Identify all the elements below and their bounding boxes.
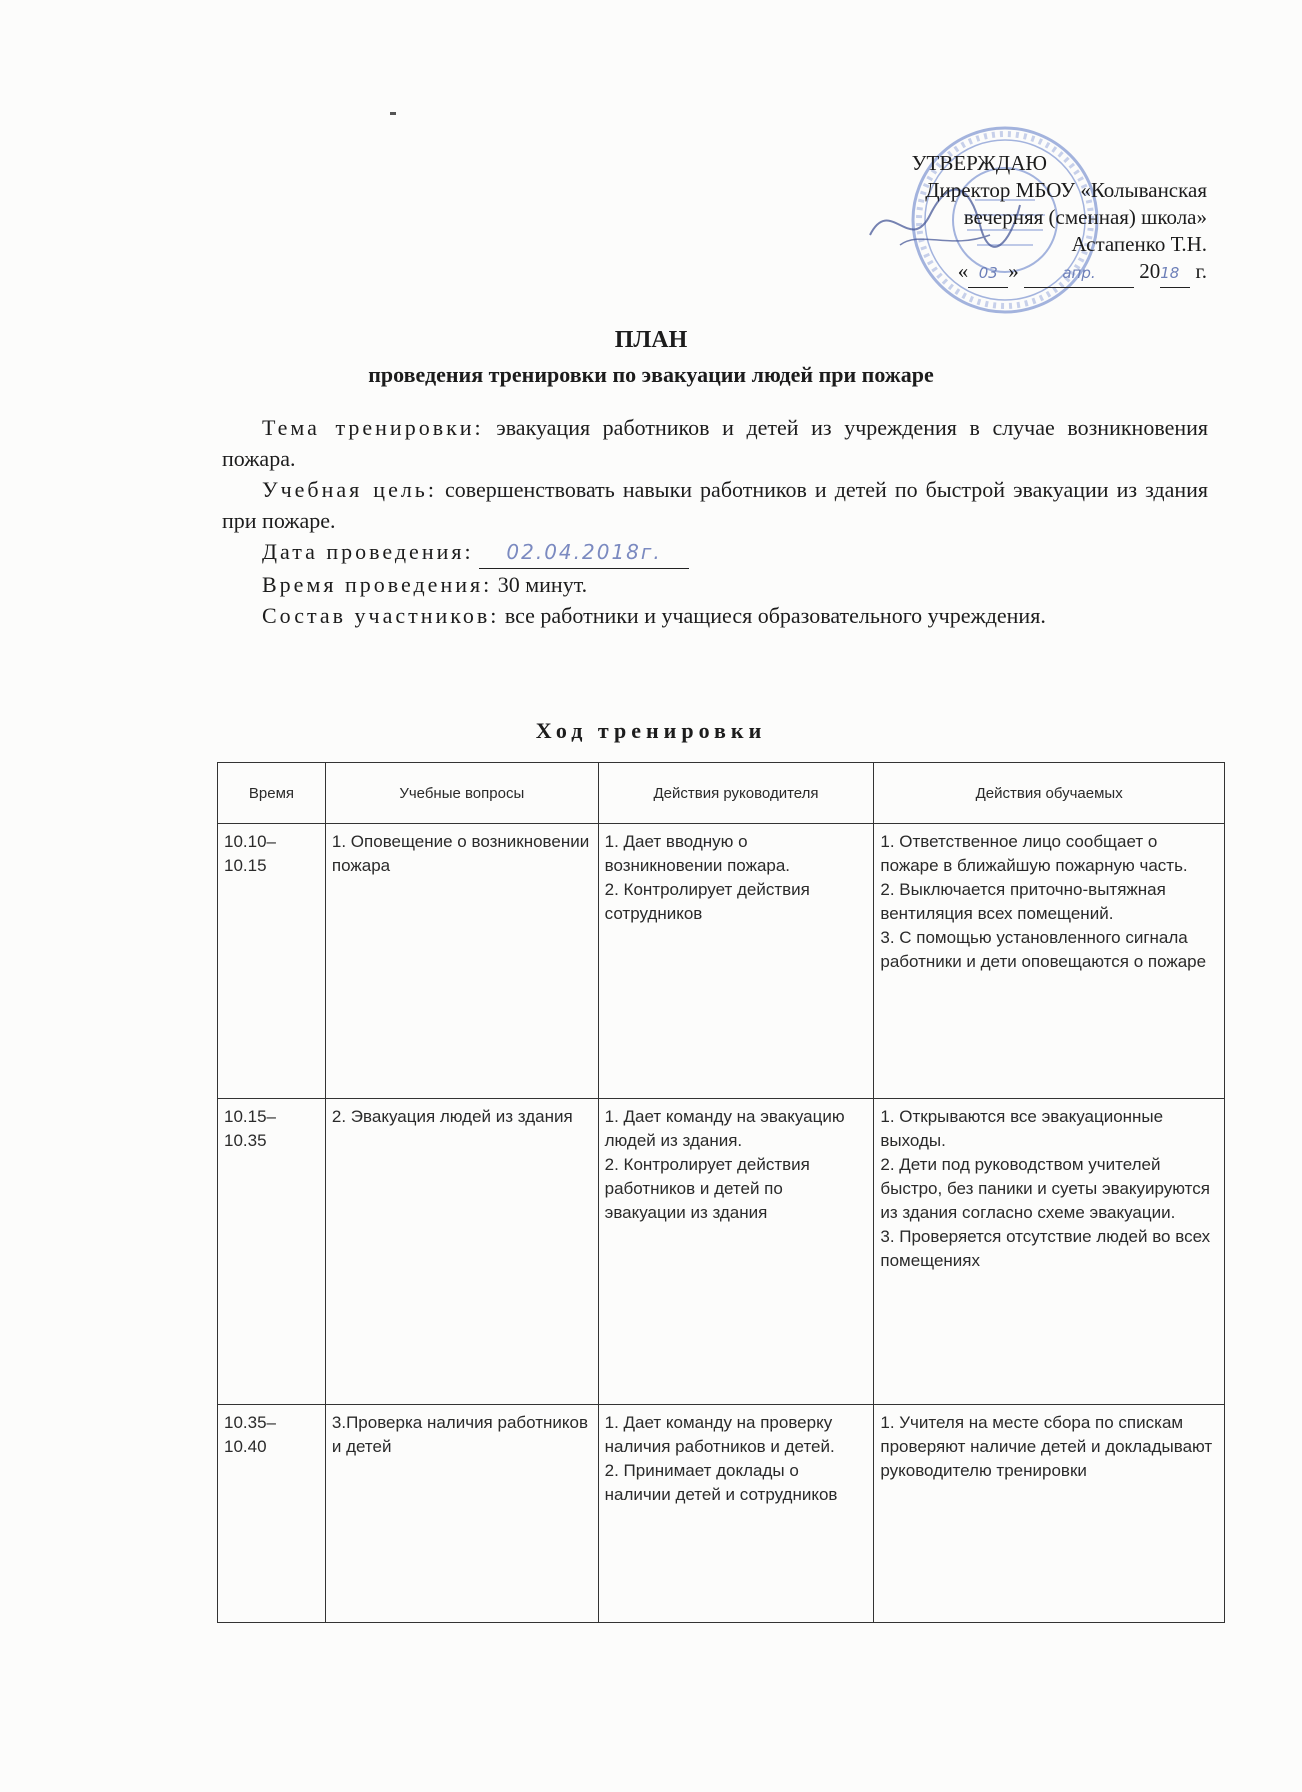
trainee-action: 2. Выключается приточно-вытяжная вентиляция всех помещений. <box>880 880 1166 923</box>
table-row <box>218 1405 1225 1623</box>
table-row <box>218 1099 1225 1405</box>
header-trainee-actions: Действия обучаемых <box>874 763 1225 824</box>
trainee-action: 1. Учителя на месте сбора по спискам проверяют наличие детей и докладывают руководителю тренировки <box>880 1413 1213 1480</box>
approval-name: Астапенко Т.Н. <box>1071 232 1207 256</box>
cell-trainees <box>874 1099 1225 1405</box>
approval-school: вечерняя (сменная) школа» <box>963 205 1207 229</box>
approval-date-suffix: г. <box>1195 259 1207 283</box>
cell-trainees <box>874 824 1225 1099</box>
topic-paragraph <box>222 412 1208 474</box>
cell-leader <box>598 1405 874 1623</box>
leader-action: 2. Контролирует действия работников и детей по эвакуации из здания <box>604 1155 810 1222</box>
cell-question: 3.Проверка наличия работников и детей <box>325 1405 598 1623</box>
cell-trainees <box>874 1405 1225 1623</box>
cell-time: 10.10– 10.15 <box>218 824 326 1099</box>
approval-date-month: апр. <box>1024 260 1134 288</box>
leader-action: 1. Дает команду на проверку наличия работников и детей. <box>604 1413 835 1456</box>
plan-info <box>222 412 1208 631</box>
participants-paragraph <box>222 600 1208 631</box>
date-paragraph <box>222 536 1208 569</box>
cell-question: 1. Оповещение о возникновении пожара <box>325 824 598 1099</box>
scan-speck <box>390 112 396 115</box>
time-text: 30 минут. <box>497 572 588 597</box>
trainee-action: 3. Проверяется отсутствие людей во всех помещениях <box>880 1227 1211 1270</box>
cell-question: 2. Эвакуация людей из здания <box>325 1099 598 1405</box>
leader-action: 1. Дает вводную о возникновении пожара. <box>604 832 791 875</box>
approval-date-year: 18 <box>1160 260 1190 288</box>
date-quote-close: » <box>1008 259 1019 283</box>
date-quote-open: « <box>957 259 969 283</box>
topic-label: Тема тренировки: <box>262 415 484 440</box>
document-subtitle: проведения тренировки по эвакуации людей при пожаре <box>368 362 934 387</box>
cell-time: 10.35– 10.40 <box>218 1405 326 1623</box>
cell-time: 10.15– 10.35 <box>218 1099 326 1405</box>
leader-action: 2. Контролирует действия сотрудников <box>604 880 810 923</box>
cell-leader <box>598 1099 874 1405</box>
time-label: Время проведения: <box>262 572 493 597</box>
date-value: 02.04.2018г. <box>479 537 689 569</box>
approval-block <box>767 150 1207 288</box>
leader-action: 1. Дает команду на эвакуацию людей из здания. <box>604 1107 845 1150</box>
header-time: Время <box>218 763 326 824</box>
document-title: ПЛАН <box>614 327 688 353</box>
date-label: Дата проведения: <box>262 539 474 564</box>
goal-label: Учебная цель: <box>262 477 437 502</box>
trainee-action: 1. Открываются все эвакуационные выходы. <box>880 1107 1164 1150</box>
cell-leader <box>598 824 874 1099</box>
topic-text: эвакуация работников и детей из учреждения в случае возникновения пожара. <box>222 415 1209 471</box>
progress-title: Ход тренировки <box>535 718 767 743</box>
approval-date-day: 03 <box>968 260 1008 288</box>
trainee-action: 2. Дети под руководством учителей быстро, без паники и суеты эвакуируются из здания согласно схеме эвакуации. <box>880 1155 1210 1222</box>
training-table <box>217 762 1225 1623</box>
table-row <box>218 824 1225 1099</box>
table-header-row <box>218 763 1225 824</box>
time-paragraph <box>222 569 1208 600</box>
approval-position: Директор МБОУ «Колыванская <box>925 178 1207 202</box>
header-leader-actions: Действия руководителя <box>598 763 874 824</box>
approval-date <box>767 258 1207 288</box>
trainee-action: 3. С помощью установленного сигнала работники и дети оповещаются о пожаре <box>880 928 1207 971</box>
participants-text: все работники и учащиеся образовательного учреждения. <box>504 603 1046 628</box>
header-questions: Учебные вопросы <box>325 763 598 824</box>
participants-label: Состав участников: <box>262 603 500 628</box>
trainee-action: 1. Ответственное лицо сообщает о пожаре в ближайшую пожарную часть. <box>880 832 1188 875</box>
approval-date-year-prefix: 20 <box>1139 259 1161 283</box>
leader-action: 2. Принимает доклады о наличии детей и сотрудников <box>604 1461 838 1504</box>
approval-title: УТВЕРЖДАЮ <box>911 151 1047 175</box>
goal-text: совершенствовать навыки работников и детей по быстрой эвакуации из здания при пожаре. <box>222 477 1208 533</box>
goal-paragraph <box>222 474 1208 536</box>
